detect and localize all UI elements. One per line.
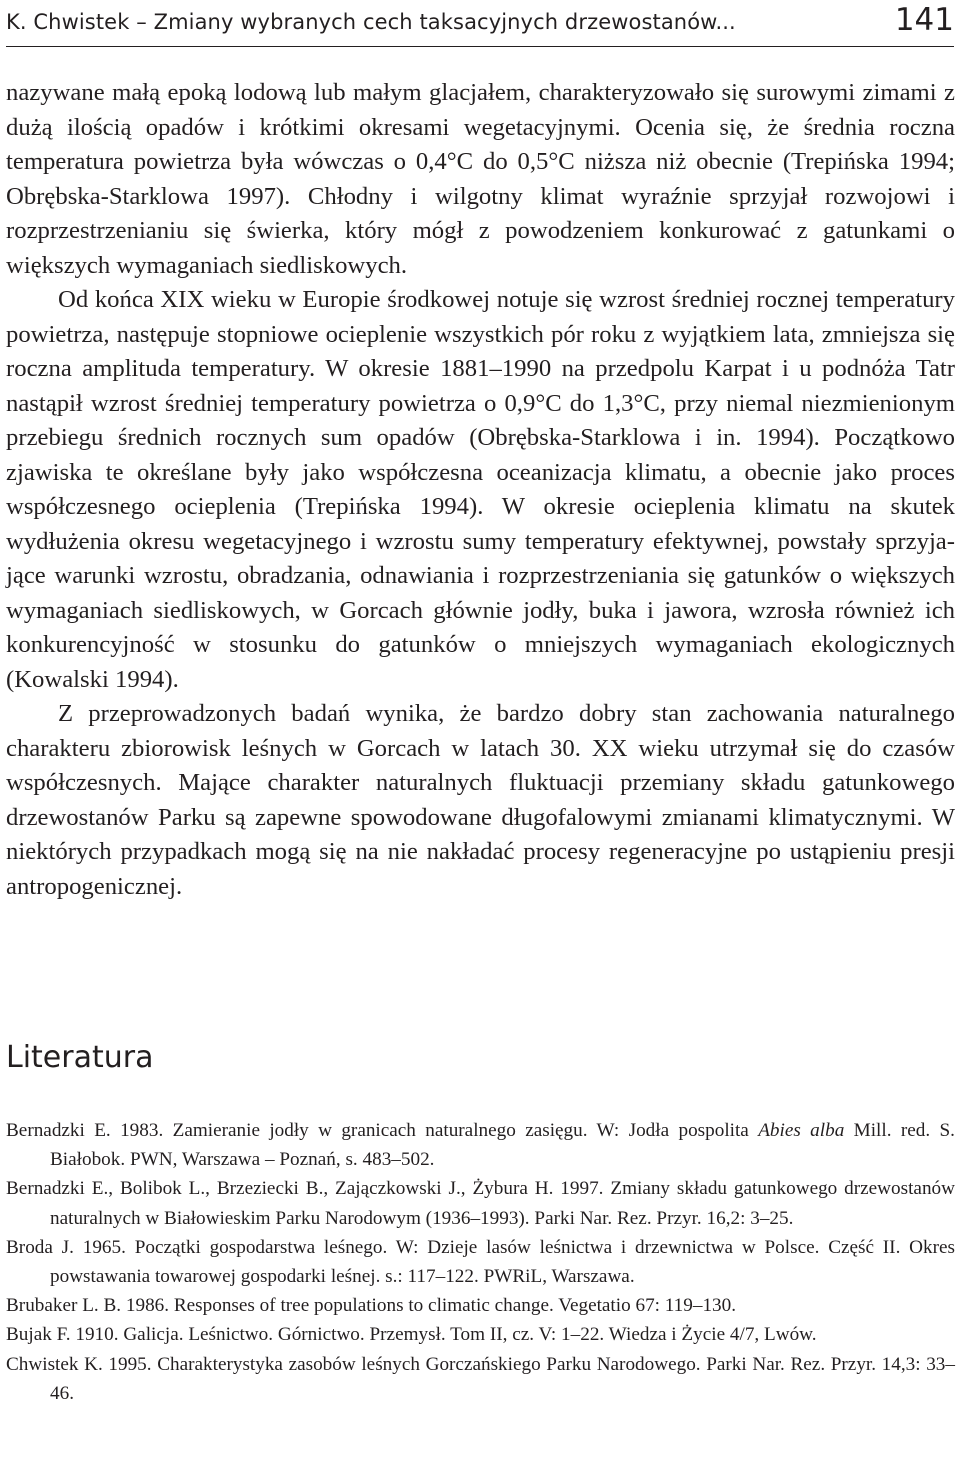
paragraph: Od końca XIX wieku w Europie środkowej notuje się wzrost średniej rocznej temperatury powietrza, następuje stopniowe ocieplenie wszystkich pór roku z wyjątkiem lata, zmniejsza się roczna amplituda temperatury. W okresie 1881–1990 na przedpolu Karpat i u podnóża Tatr nastąpił wzrost średniej temperatury powietrza o 0,9°C do 1,3°C, przy niemal niezmienionym przebiegu średnich rocznych sum opadów (Obrębska-Starklowa i in. 1994). Początkowo zjawiska te określane były jako współczesna oceanizacja klimatu, a obecnie jako proces współczesnego ocieplenia (Trepińska 1994). W okresie ocieplenia klimatu na skutek wydłużenia okresu wegetacyjnego i wzrostu sumy temperatury efektywnej, powstały sprzyjające warunki wzrostu, obradzania, odnawiania i rozprzestrzeniania się gatunków o większych wymaganiach siedliskowych, w Gorcach głównie jodły, buka i jawora, wzrosła również ich konkurencyjność w stosunku do gatunków o mniejszych wymaganiach ekologicznych (Kowalski 1994). <box>6 286 955 693</box>
running-header <box>6 0 954 47</box>
reference-text: Chwistek K. 1995. Charakterystyka zasobów leśnych Gorczańskiego Parku Narodowego. Parki Nar. Rez. Przyr. 14,3: 33–46. <box>6 1353 955 1404</box>
reference-list <box>6 1116 955 1408</box>
running-title: K. Chwistek – Zmiany wybranych cech taksacyjnych drzewostanów... <box>6 10 736 34</box>
reference-text: Brubaker L. B. 1986. Responses of tree populations to climatic change. Vegetatio 67: 119–130. <box>6 1295 737 1317</box>
section-heading-literature: Literatura <box>6 1040 154 1075</box>
reference-item <box>6 1233 955 1291</box>
paragraph: nazywane małą epoką lodową lub małym glacjałem, charakteryzowało się surowymi zimami z dużą ilością opadów i krótkimi okresami wegetacyjnymi. Ocenia się, że średnia roczna temperatura powietrza była wówczas o 0,4°C do 0,5°C niższa niż obecnie (Trepińska 1994; Obrębska-Starklowa 1997). Chłodny i wilgotny klimat wyraźnie sprzyjał rozwojowi i rozprzestrzenianiu się świerka, który mógł z powodzeniem konkurować z gatunkami o większych wymaganiach siedliskowych. <box>6 79 955 279</box>
reference-text: Mill. red. S. Białobok. PWN, Warszawa – Poznań, s. 483–502. <box>50 1120 955 1171</box>
reference-item <box>6 1291 955 1320</box>
reference-item <box>6 1174 955 1232</box>
reference-item <box>6 1116 955 1174</box>
reference-text: Bernadzki E., Bolibok L., Brzeziecki B., Zajączkowski J., Żybura H. 1997. Zmiany składu gatunkowego drzewostanów naturalnych w Białowieskim Parku Narodowym (1936–1993). Parki Nar. Rez. Przyr. 16,2: 3–25. <box>6 1178 955 1229</box>
page-number: 141 <box>894 2 954 38</box>
reference-text: Broda J. 1965. Początki gospodarstwa leśnego. W: Dzieje lasów leśnictwa i drzewnictwa w Polsce. Część II. Okres powstawania towarowej gospodarki leśnej. s.: 117–122. PWRiL, Warszawa. <box>6 1236 955 1288</box>
reference-italic-text: Abies alba <box>758 1120 845 1141</box>
reference-item <box>6 1320 955 1349</box>
reference-item <box>6 1350 955 1408</box>
reference-text: Bernadzki E. 1983. Zamieranie jodły w granicach naturalnego zasięgu. W: Jodła pospolita <box>6 1120 759 1141</box>
paragraph: Z przeprowadzonych badań wynika, że bardzo dobry stan zachowania naturalnego charakteru zbiorowisk leśnych w Gorcach w latach 30. XX wieku utrzymał się do czasów współczesnych. Mające charakter naturalnych fluktuacji przemiany składu gatunkowego drzewostanów Parku są zapewne spowodowane długofalowymi zmianami klimatycznymi. W niektórych przypadkach mogą się na nie nakładać procesy regeneracyjne po ustąpieniu presji antropogenicznej. <box>6 700 955 900</box>
body-text <box>6 76 955 904</box>
reference-text: Bujak F. 1910. Galicja. Leśnictwo. Górnictwo. Przemysł. Tom II, cz. V: 1–22. Wiedza i Życie 4/7, Lwów. <box>6 1324 817 1346</box>
